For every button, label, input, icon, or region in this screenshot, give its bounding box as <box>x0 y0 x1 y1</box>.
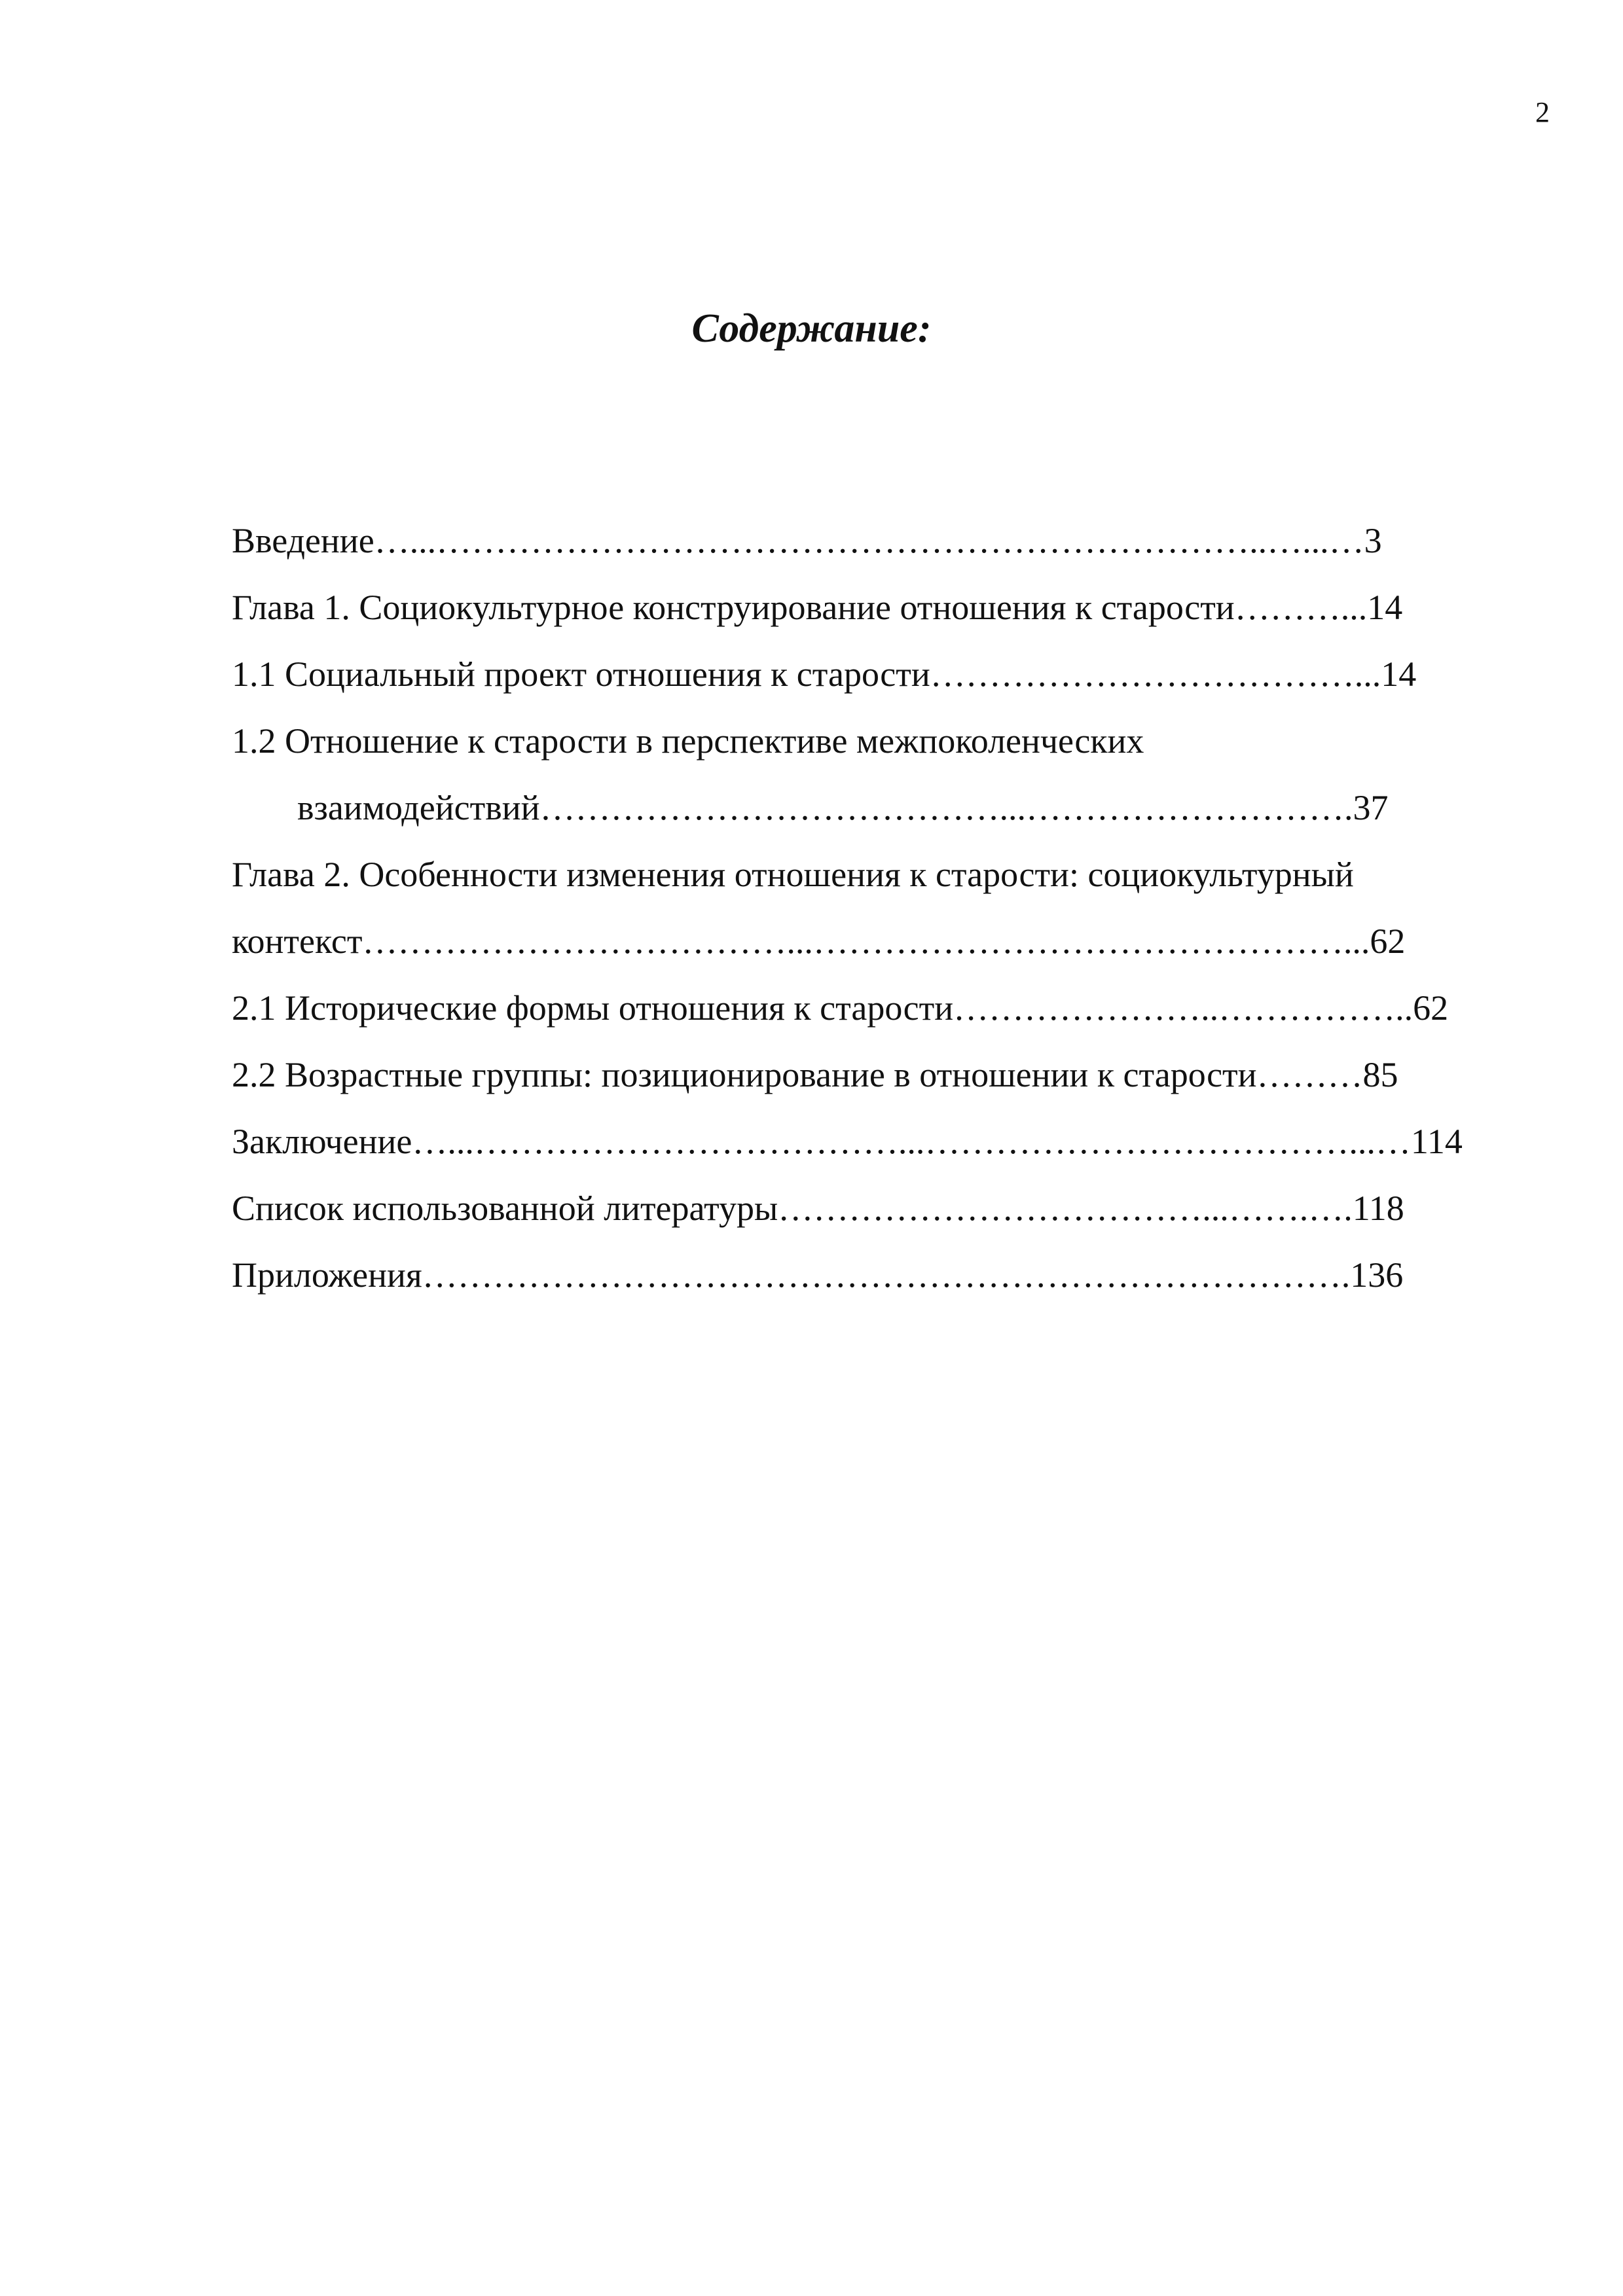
toc-entry-section-1-2: 1.2 Отношение к старости в перспективе межпоколенческих <box>232 721 1144 761</box>
toc-entry-introduction: Введение…...……………………………………………………………..…...…3 <box>232 521 1382 560</box>
toc-entry-section-1-1: 1.1 Социальный проект отношения к старости………………………………...14 <box>232 655 1417 694</box>
toc-entry-chapter-2: Глава 2. Особенности изменения отношения к старости: социокультурный <box>232 855 1354 894</box>
toc-entry-section-1-2-continued: взаимодействий…………………………………...……………………….37 <box>297 788 1389 827</box>
toc-title: Содержание: <box>691 306 932 351</box>
toc-entry-section-2-1: 2.1 Исторические формы отношения к старости…………………..……………..62 <box>232 988 1449 1028</box>
toc-entry-conclusion: Заключение…...………………………………...………………………………...…114 <box>232 1122 1463 1161</box>
toc-entry-bibliography: Список использованной литературы………………………………...…….….118 <box>232 1189 1404 1228</box>
toc-entry-section-2-2: 2.2 Возрастные группы: позиционирование в отношении к старости………85 <box>232 1055 1398 1094</box>
table-of-contents <box>232 507 1495 1308</box>
page-number: 2 <box>1535 96 1550 128</box>
toc-entry-appendices: Приложения…………………………………………………………………….136 <box>232 1255 1404 1295</box>
toc-entry-chapter-1: Глава 1. Социокультурное конструирование отношения к старости………...14 <box>232 588 1403 627</box>
toc-entry-chapter-2-continued: контекст………………………………...………………………………………...62 <box>232 922 1406 961</box>
